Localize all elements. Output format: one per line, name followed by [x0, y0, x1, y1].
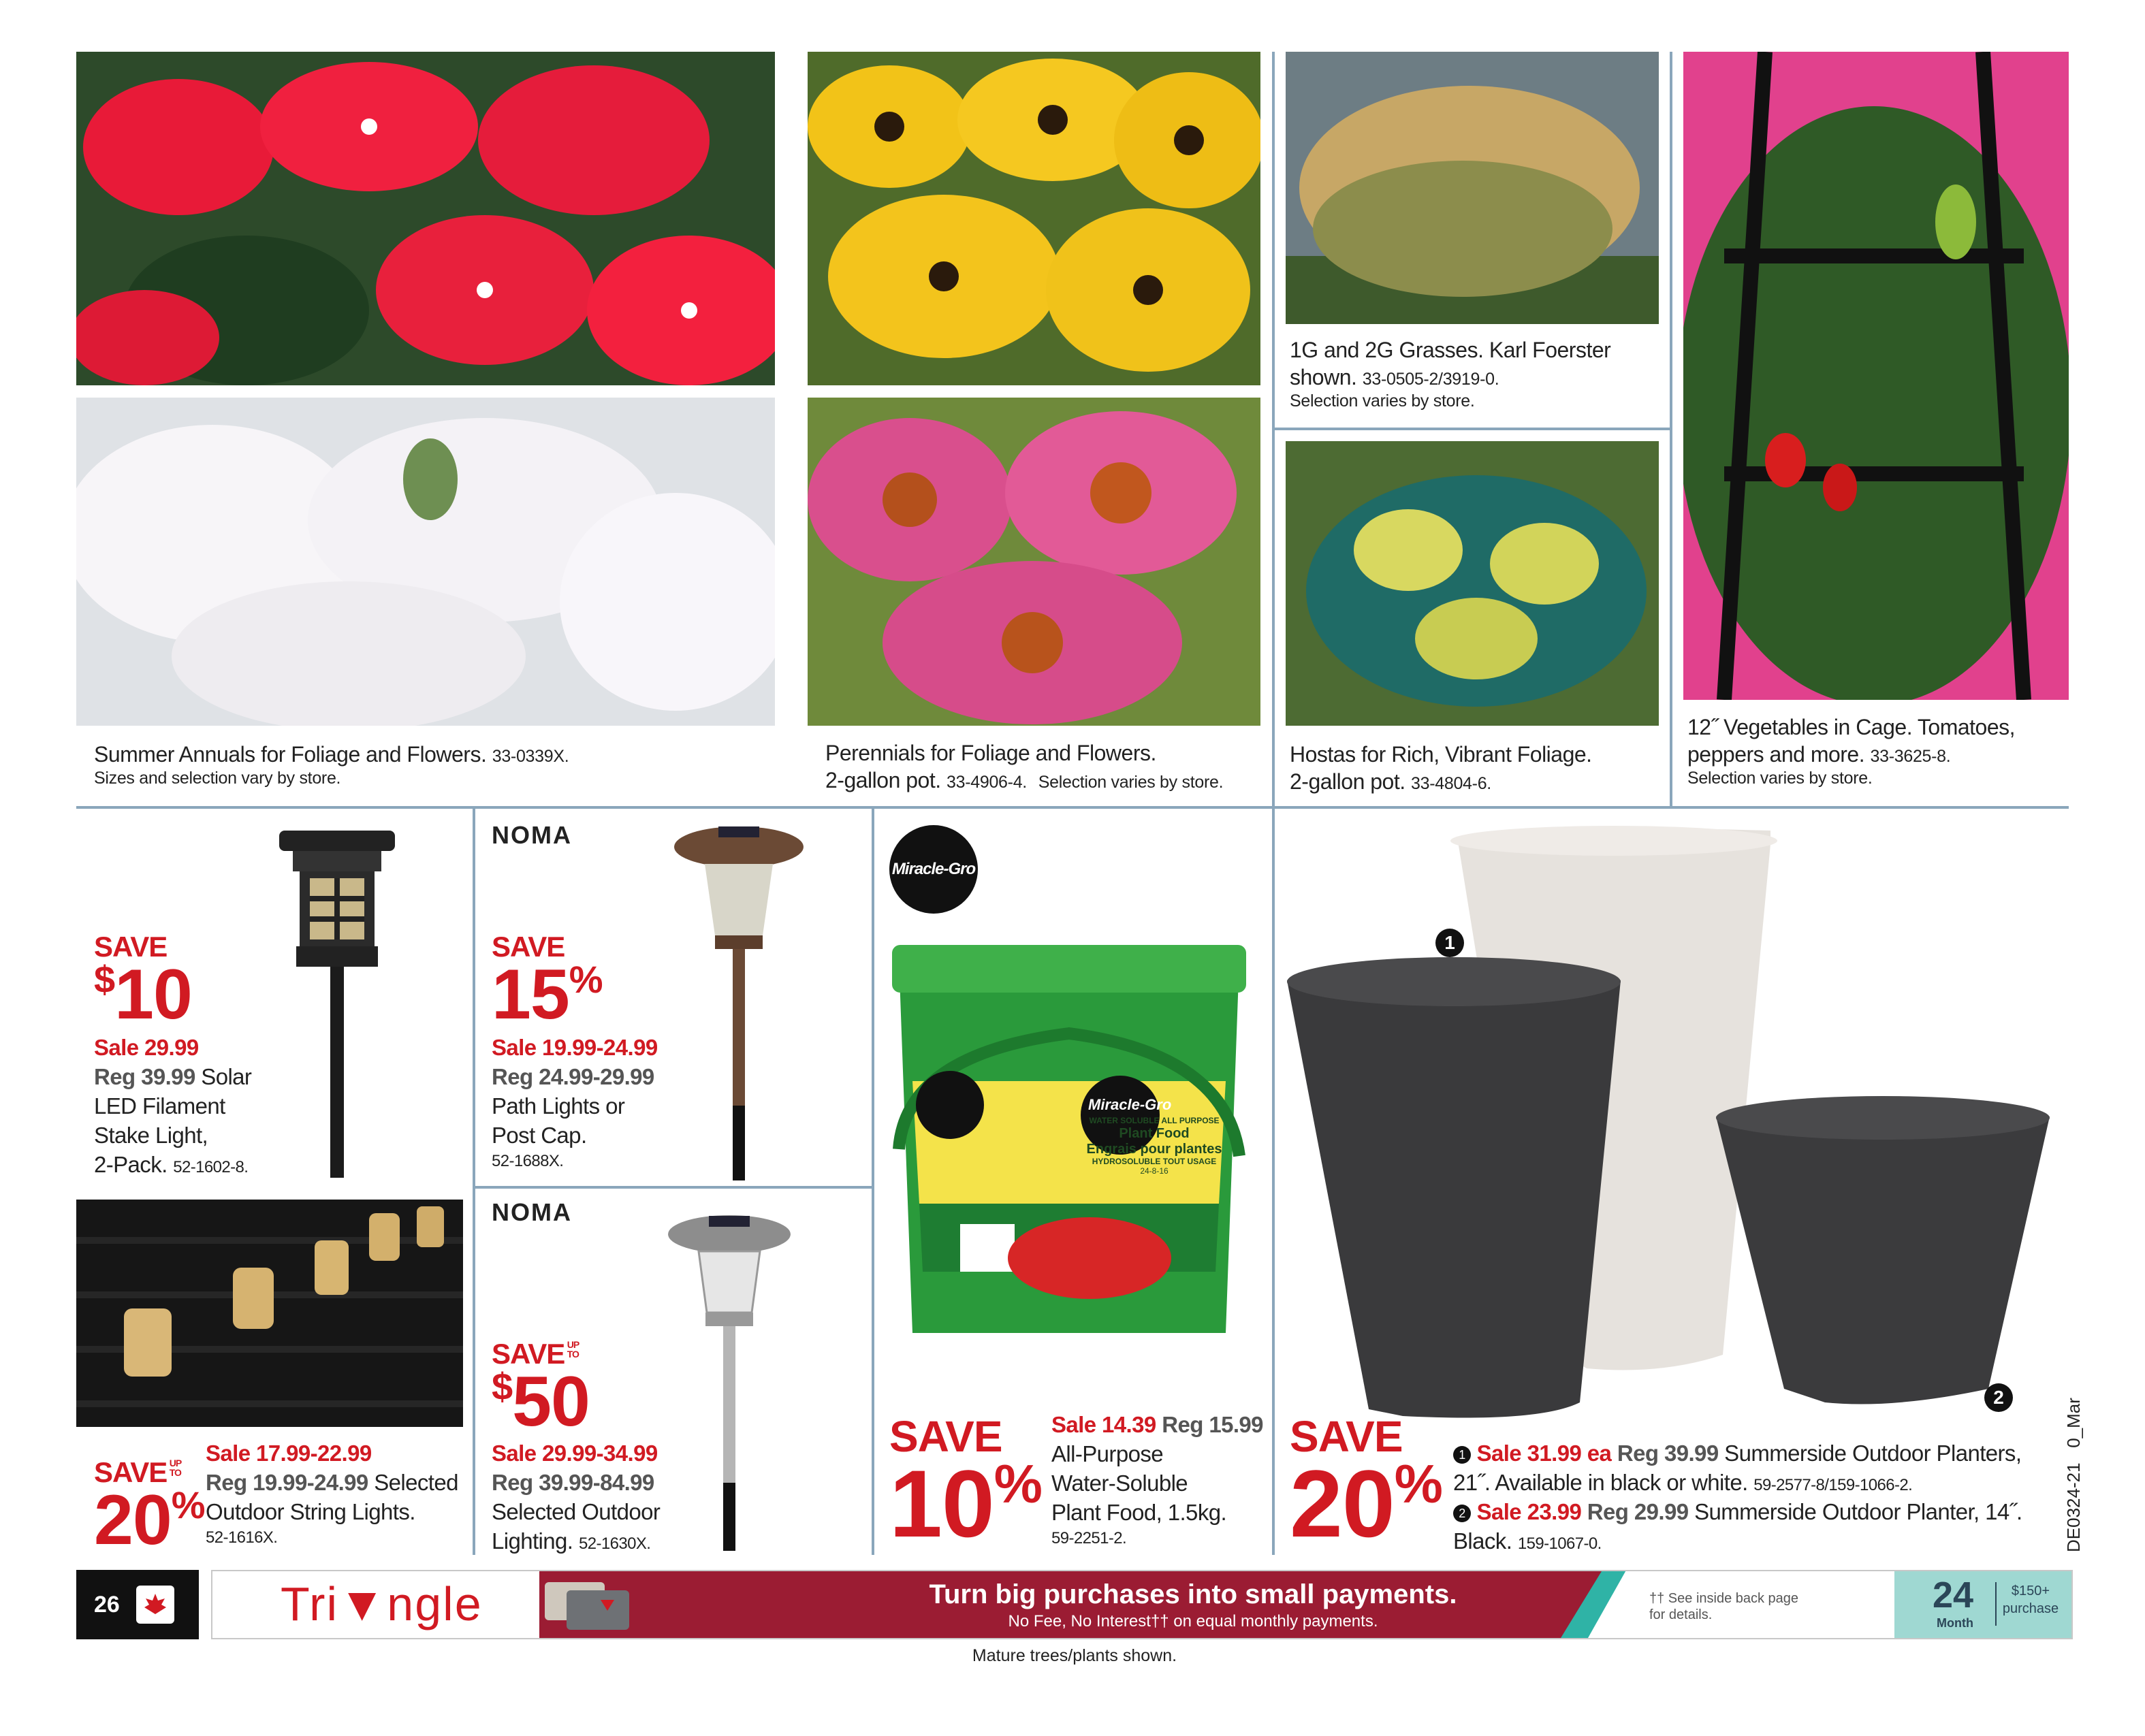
- planters-price: [1453, 1439, 2052, 1556]
- product-desc: Selected Outdoor: [492, 1498, 661, 1524]
- save-label: SAVE: [889, 1412, 1002, 1461]
- bucket-brand-mark: Miracle-Gro: [1088, 1096, 1172, 1113]
- caption-sku: 33-4906-4.: [947, 773, 1027, 792]
- caption-grasses: [1290, 336, 1657, 412]
- sale-price: Sale 29.99-34.99: [492, 1441, 658, 1466]
- caption-title: 12˝ Vegetables in Cage. Tomatoes,: [1687, 715, 2016, 739]
- caption-note: Selection varies by store.: [1038, 773, 1224, 792]
- product-desc: Selected: [374, 1469, 458, 1495]
- percent-symbol: %: [171, 1483, 205, 1526]
- coneflower-photo: [808, 398, 1260, 726]
- product-sku: 159-1067-0.: [1517, 1534, 1602, 1553]
- plant-food-save: [889, 1412, 1042, 1557]
- credit-cards-icon: [539, 1579, 641, 1631]
- caption-note: Selection varies by store.: [1290, 391, 1475, 411]
- footer-see-inside: [1649, 1590, 1798, 1623]
- caption-sku: 33-3625-8.: [1870, 747, 1951, 766]
- caption-title: Summer Annuals for Foliage and Flowers.: [94, 742, 487, 767]
- product-desc: Plant Food, 1.5kg.: [1051, 1499, 1227, 1525]
- save-label: SAVE: [94, 931, 168, 963]
- percent-symbol: %: [569, 958, 603, 1001]
- planters-image: [1280, 824, 2063, 1430]
- product-desc: Water-Soluble: [1051, 1470, 1188, 1496]
- caption-size: 2-gallon pot.: [825, 768, 941, 792]
- sale-price: Sale 23.99: [1476, 1498, 1582, 1524]
- sale-price: Sale 19.99-24.99: [492, 1035, 658, 1060]
- bucket-line: WATER SOLUBLE ALL PURPOSE: [1089, 1116, 1220, 1125]
- caption-annuals: [94, 741, 775, 789]
- bucket-line: Engrais pour plantes: [1086, 1141, 1222, 1157]
- divider: [1272, 52, 1275, 809]
- product-desc: Lighting.: [492, 1528, 573, 1554]
- white-phlox-photo: [76, 398, 775, 726]
- black-eyed-susan-photo: [808, 52, 1260, 385]
- reg-price: Reg 39.99: [94, 1063, 195, 1089]
- string-lights-photo: [76, 1200, 463, 1427]
- product-desc: All-Purpose: [1051, 1441, 1163, 1466]
- purchase-box: [1995, 1582, 2065, 1626]
- planter-marker-2: 2: [1984, 1383, 2013, 1412]
- product-sku: 52-1630X.: [578, 1534, 651, 1553]
- planters-save: [1290, 1412, 1442, 1557]
- product-sku: 59-2251-2.: [1051, 1528, 1127, 1547]
- caption-perennials: [825, 739, 1268, 794]
- hosta-photo: [1286, 441, 1659, 726]
- reg-price: Reg 39.99: [1617, 1441, 1719, 1466]
- reg-price: Reg 19.99-24.99: [206, 1469, 368, 1495]
- months-number: 24: [1933, 1575, 1974, 1616]
- footer-subline: No Fee, No Interest†† on equal monthly payments.: [1008, 1612, 1378, 1630]
- divider: [1670, 52, 1672, 809]
- product-desc: Path Lights or: [492, 1093, 625, 1119]
- divider: [473, 809, 475, 1555]
- product-desc: Summerside Outdoor Planter, 14˝.: [1694, 1498, 2022, 1524]
- caption-sku: 33-0339X.: [492, 747, 569, 766]
- string-lights-price: [206, 1439, 471, 1548]
- save-label: SAVE: [1290, 1412, 1403, 1461]
- save-amount: 20: [1290, 1450, 1395, 1557]
- footer-headline: Turn big purchases into small payments.: [929, 1579, 1457, 1609]
- caption-title: 1G and 2G Grasses. Karl Foerster: [1290, 338, 1611, 362]
- divider: [76, 806, 2069, 809]
- red-impatiens-photo: [76, 52, 775, 385]
- marker-2-inline: 2: [1453, 1505, 1471, 1522]
- product-sku: 52-1616X.: [206, 1528, 278, 1547]
- page-number: 26: [94, 1591, 120, 1618]
- save-label: SAVE: [94, 1456, 168, 1488]
- caption-line2: shown.: [1290, 365, 1357, 389]
- product-desc: 2-Pack.: [94, 1151, 168, 1177]
- product-sku: 59-2577-8/159-1066-2.: [1753, 1475, 1913, 1494]
- triangle-logo: Tri▼ngle: [281, 1577, 483, 1630]
- save-label: SAVE: [492, 931, 565, 963]
- save-amount: 10: [889, 1450, 994, 1557]
- outdoor-lighting-price: [492, 1439, 696, 1556]
- stake-light-save: [94, 931, 192, 1034]
- mature-note: Mature trees/plants shown.: [972, 1646, 1177, 1665]
- save-amount: 10: [114, 955, 192, 1034]
- bucket-label: [1069, 1116, 1239, 1176]
- months-panel: [1894, 1571, 2071, 1638]
- pepper-cage-photo: [1683, 52, 2069, 700]
- product-desc: 21˝. Available in black or white.: [1453, 1469, 1748, 1495]
- divider: [872, 809, 874, 1555]
- caption-title: Perennials for Foliage and Flowers.: [825, 741, 1156, 765]
- page-number-box: [76, 1570, 199, 1639]
- purchase-label: purchase: [2002, 1601, 2059, 1616]
- currency-symbol: $: [492, 1365, 513, 1408]
- product-desc: Black.: [1453, 1528, 1512, 1554]
- reg-price: Reg 29.99: [1587, 1498, 1689, 1524]
- product-sku: 52-1602-8.: [173, 1157, 249, 1176]
- caption-vegetables: [1687, 713, 2076, 789]
- caption-note: Sizes and selection vary by store.: [94, 769, 341, 788]
- see-inside-line: †† See inside back page: [1649, 1591, 1799, 1606]
- product-desc: Post Cap.: [492, 1122, 587, 1148]
- sale-price: Sale 17.99-22.99: [206, 1441, 372, 1466]
- save-amount: 50: [512, 1362, 590, 1441]
- side-code: DE0324-21 0_Mar: [2063, 1398, 2084, 1552]
- currency-symbol: $: [94, 958, 115, 1001]
- sale-price: Sale 31.99 ea: [1476, 1441, 1612, 1466]
- percent-symbol: %: [1394, 1453, 1442, 1514]
- product-desc: Summerside Outdoor Planters,: [1724, 1441, 2022, 1466]
- string-lights-save: [94, 1456, 205, 1560]
- bucket-npk: 24-8-16: [1140, 1166, 1169, 1176]
- marker-1-inline: 1: [1453, 1446, 1471, 1464]
- caption-sku: 33-0505-2/3919-0.: [1362, 370, 1499, 389]
- caption-sku: 33-4804-6.: [1411, 774, 1491, 793]
- reg-price: Reg 39.99-84.99: [492, 1469, 654, 1495]
- reg-price: Reg 15.99: [1162, 1412, 1263, 1437]
- reg-price: Reg 24.99-29.99: [492, 1063, 654, 1089]
- stake-light-price: [94, 1033, 298, 1179]
- noma-logo: NOMA: [492, 821, 572, 849]
- maple-leaf-icon: [136, 1586, 174, 1624]
- bucket-line: HYDROSOLUBLE TOUT USAGE: [1092, 1156, 1217, 1166]
- caption-note: Selection varies by store.: [1687, 769, 1873, 788]
- grasses-photo: [1286, 52, 1659, 324]
- path-lights-price: [492, 1033, 696, 1172]
- product-sku: 52-1688X.: [492, 1151, 564, 1170]
- months-label: Month: [1937, 1616, 1973, 1630]
- product-desc: Solar: [201, 1063, 252, 1089]
- outdoor-lighting-save: [492, 1338, 590, 1441]
- divider: [1273, 428, 1671, 430]
- caption-hostas: [1290, 741, 1657, 795]
- product-desc: Outdoor String Lights.: [206, 1498, 415, 1524]
- miracle-gro-logo: [889, 825, 978, 914]
- up-to-label: UP TO: [169, 1458, 181, 1478]
- triangle-banner: [211, 1570, 2073, 1639]
- see-inside-line: for details.: [1649, 1607, 1713, 1622]
- product-desc: LED Filament: [94, 1093, 225, 1119]
- planter-marker-1: 1: [1435, 929, 1464, 957]
- save-amount: 20: [94, 1481, 172, 1560]
- plant-food-price: [1051, 1411, 1276, 1549]
- caption-line2: peppers and more.: [1687, 742, 1865, 767]
- save-label: SAVE: [492, 1338, 565, 1370]
- brand-name: Miracle-Gro: [891, 860, 976, 878]
- path-lights-save: [492, 931, 603, 1034]
- caption-size: 2-gallon pot.: [1290, 769, 1405, 794]
- percent-symbol: %: [994, 1453, 1042, 1514]
- save-amount: 15: [492, 955, 569, 1034]
- purchase-amount: $150+: [2011, 1584, 2050, 1598]
- product-desc: Stake Light,: [94, 1122, 208, 1148]
- sale-price: Sale 29.99: [94, 1035, 199, 1060]
- noma-logo: NOMA: [492, 1198, 572, 1226]
- caption-title: Hostas for Rich, Vibrant Foliage.: [1290, 742, 1592, 767]
- sale-price: Sale 14.39: [1051, 1412, 1156, 1437]
- up-to-label: UP TO: [567, 1339, 579, 1360]
- bucket-line: Plant Food: [1119, 1125, 1190, 1141]
